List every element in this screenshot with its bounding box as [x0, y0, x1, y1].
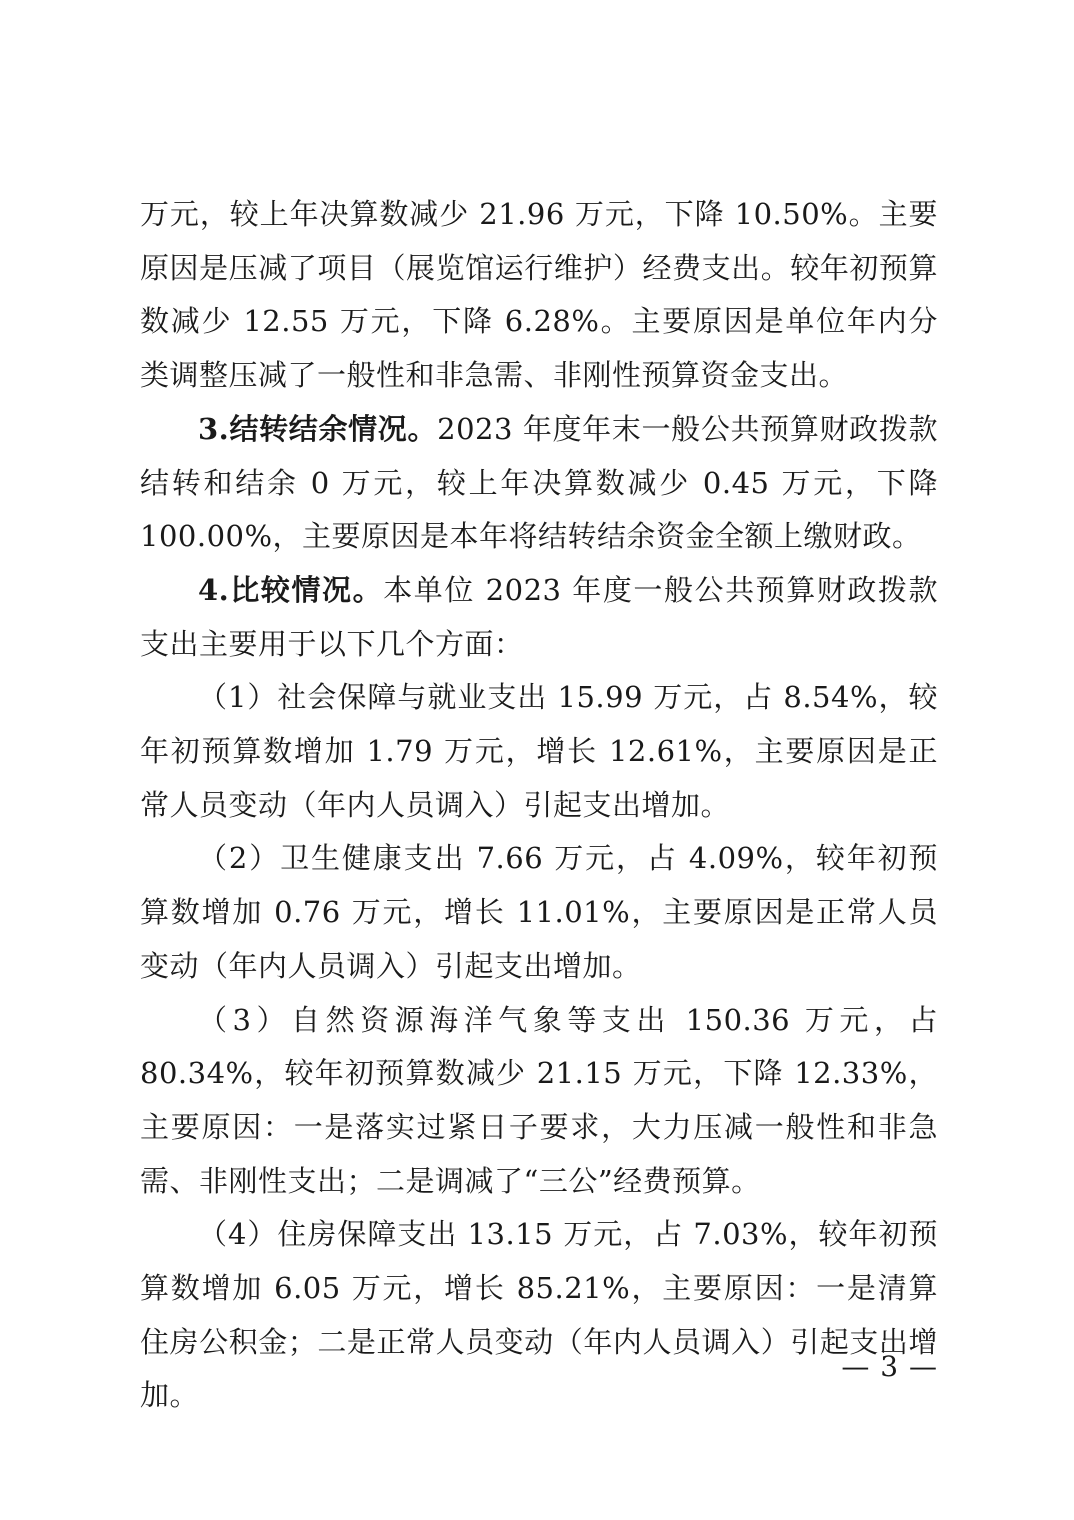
- section-heading-carryover: 3.结转结余情况。: [198, 411, 438, 446]
- list-item-health: （2）卫生健康支出 7.66 万元，占 4.09%，较年初预算数增加 0.76 万元，增长 11.01%，主要原因是正常人员变动（年内人员调入）引起支出增加。: [140, 841, 938, 983]
- list-item-social-security: （1）社会保障与就业支出 15.99 万元，占 8.54%，较年初预算数增加 1.79 万元，增长 12.61%，主要原因是正常人员变动（年内人员调入）引起支出增加。: [140, 680, 938, 822]
- paragraph-expenditure-change: 万元，较上年决算数减少 21.96 万元，下降 10.50%。主要原因是压减了项目（展览馆运行维护）经费支出。较年初预算数减少 12.55 万元，下降 6.28%。主要原因是单位年内分类调整压减了一般性和非急需、非刚性预算资金支出。: [140, 197, 938, 393]
- document-body: [140, 188, 938, 1423]
- list-item-housing: （4）住房保障支出 13.15 万元，占 7.03%，较年初预算数增加 6.05 万元，增长 85.21%，主要原因：一是清算住房公积金；二是正常人员变动（年内人员调入）引起支出增加。: [140, 1217, 938, 1413]
- page-number: — 3 —: [841, 1350, 938, 1383]
- paragraph-carryover-balance: [140, 403, 938, 564]
- list-item-natural-resources: （3）自然资源海洋气象等支出 150.36 万元，占 80.34%，较年初预算数减少 21.15 万元，下降 12.33%，主要原因：一是落实过紧日子要求，大力压减一般性和非急需、非刚性支出；二是调减了“三公”经费预算。: [140, 1002, 938, 1198]
- section-heading-comparison: 4.比较情况。: [198, 572, 384, 607]
- paragraph-comparison: [140, 564, 938, 671]
- comparison-text: 本单位 2023 年度一般公共预算财政拨款支出主要用于以下几个方面：: [140, 572, 938, 661]
- carryover-text: 2023 年度年末一般公共预算财政拨款结转和结余 0 万元，较上年决算数减少 0.45 万元，下降 100.00%，主要原因是本年将结转结余资金全额上缴财政。: [140, 411, 938, 554]
